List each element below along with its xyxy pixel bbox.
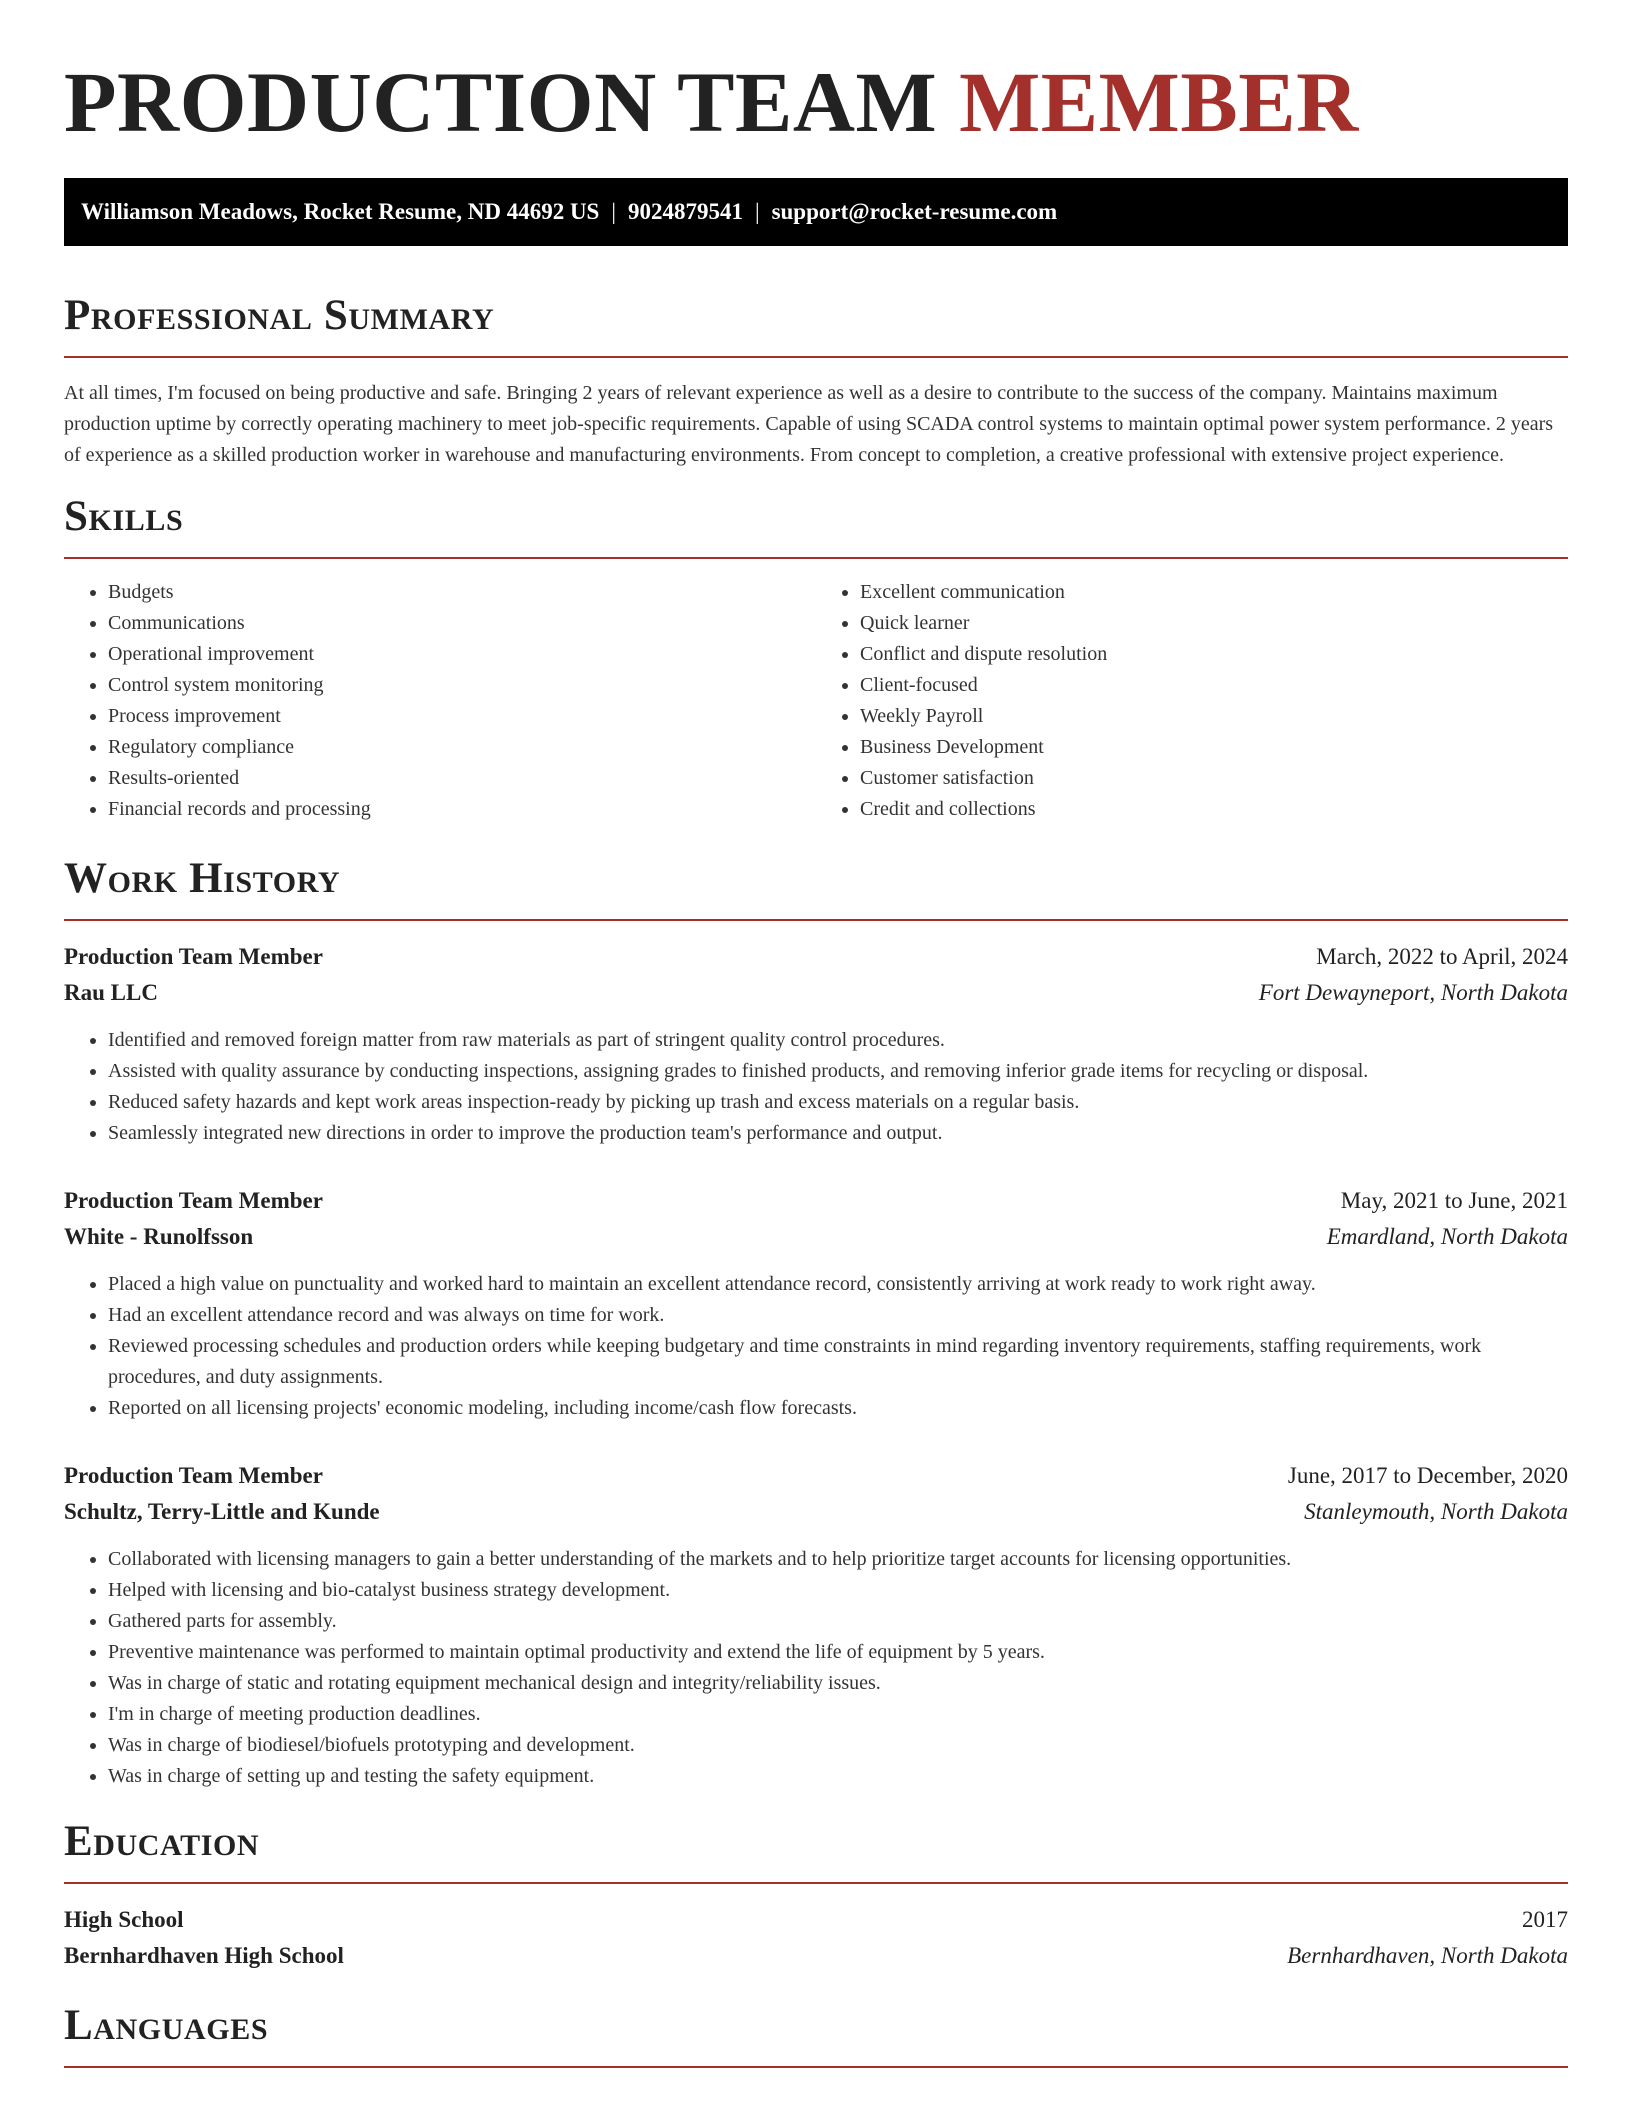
skill-item: • Budgets [108, 577, 816, 608]
job-bullets [64, 1269, 1568, 1424]
contact-separator: | [611, 199, 616, 224]
skills-column-left [64, 577, 816, 825]
job-bullet: • Collaborated with licensing managers to gain a better understanding of the markets and to help prioritize target accounts for licensing opportunities. [108, 1544, 1568, 1575]
job-title: Production Team Member [64, 1188, 323, 1213]
skill-item: • Regulatory compliance [108, 732, 816, 763]
job-bullets [64, 1544, 1568, 1792]
title-main: PRODUCTION TEAM [64, 54, 938, 150]
job-subheader [64, 1494, 1568, 1530]
education-year: 2017 [1522, 1907, 1568, 1932]
skills-column-right [816, 577, 1568, 825]
skill-item: • Conflict and dispute resolution [860, 639, 1568, 670]
job-dates: June, 2017 to December, 2020 [1287, 1463, 1568, 1488]
job-dates: May, 2021 to June, 2021 [1340, 1188, 1568, 1213]
skill-item: • Customer satisfaction [860, 763, 1568, 794]
job-company: Rau LLC [64, 980, 158, 1005]
skill-item: • Excellent communication [860, 577, 1568, 608]
section-heading-languages: Languages [64, 2000, 1568, 2068]
job-bullet: • Reviewed processing schedules and production orders while keeping budgetary and time constraints in mind regarding inventory requirements, staffing requirements, work procedures, and duty assignments. [108, 1331, 1568, 1393]
resume-title [64, 0, 1568, 150]
job-location: Fort Dewayneport, North Dakota [1258, 980, 1568, 1005]
job-subheader [64, 1219, 1568, 1255]
education-degree: High School [64, 1907, 184, 1932]
section-heading-skills: Skills [64, 491, 1568, 559]
job-bullet: • Was in charge of setting up and testing the safety equipment. [108, 1761, 1568, 1792]
skill-item: • Business Development [860, 732, 1568, 763]
section-heading-work-history: Work History [64, 853, 1568, 921]
job-bullet: • I'm in charge of meeting production deadlines. [108, 1699, 1568, 1730]
job-bullet: • Reported on all licensing projects' economic modeling, including income/cash flow forecasts. [108, 1393, 1568, 1424]
job-location: Stanleymouth, North Dakota [1304, 1499, 1568, 1524]
title-accent: MEMBER [959, 54, 1359, 150]
job-bullet: • Assisted with quality assurance by conducting inspections, assigning grades to finished products, and removing inferior grade items for recycling or disposal. [108, 1056, 1568, 1087]
skill-item: • Operational improvement [108, 639, 816, 670]
contact-separator: | [754, 199, 760, 224]
skill-item: • Financial records and processing [108, 794, 816, 825]
skill-item: • Control system monitoring [108, 670, 816, 701]
skill-item: • Weekly Payroll [860, 701, 1568, 732]
contact-phone[interactable]: 9024879541 [627, 199, 743, 224]
job-company: White - Runolfsson [64, 1224, 254, 1249]
contact-address: Williamson Meadows, Rocket Resume, ND 44692 US [81, 199, 600, 224]
job-header [64, 939, 1568, 975]
job-bullet: • Identified and removed foreign matter from raw materials as part of stringent quality control procedures. [108, 1025, 1568, 1056]
job-bullet: • Gathered parts for assembly. [108, 1606, 1568, 1637]
education-school: Bernhardhaven High School [64, 1943, 344, 1968]
section-heading-education: Education [64, 1816, 1568, 1884]
job-bullet: • Seamlessly integrated new directions in order to improve the production team's performance and output. [108, 1118, 1568, 1149]
skills-list [64, 577, 1568, 825]
education-header [64, 1902, 1568, 1938]
job-entry [64, 939, 1568, 1149]
job-bullet: • Had an excellent attendance record and was always on time for work. [108, 1300, 1568, 1331]
job-header [64, 1183, 1568, 1219]
job-bullets [64, 1025, 1568, 1149]
skill-item: • Credit and collections [860, 794, 1568, 825]
job-header [64, 1458, 1568, 1494]
skill-item: • Communications [108, 608, 816, 639]
job-bullet: • Placed a high value on punctuality and worked hard to maintain an excellent attendance record, consistently arriving at work ready to work right away. [108, 1269, 1568, 1300]
job-bullet: • Was in charge of static and rotating equipment mechanical design and integrity/reliability issues. [108, 1668, 1568, 1699]
contact-email[interactable]: support@rocket-resume.com [771, 199, 1058, 224]
job-entry [64, 1458, 1568, 1792]
job-location: Emardland, North Dakota [1326, 1224, 1568, 1249]
skill-item: • Client-focused [860, 670, 1568, 701]
education-entry [64, 1902, 1568, 1974]
job-dates: March, 2022 to April, 2024 [1316, 944, 1568, 969]
skill-item: • Process improvement [108, 701, 816, 732]
job-company: Schultz, Terry-Little and Kunde [64, 1499, 380, 1524]
section-heading-summary: Professional Summary [64, 290, 1568, 358]
skill-item: • Quick learner [860, 608, 1568, 639]
job-bullet: • Helped with licensing and bio-catalyst business strategy development. [108, 1575, 1568, 1606]
job-bullet: • Preventive maintenance was performed to maintain optimal productivity and extend the life of equipment by 5 years. [108, 1637, 1568, 1668]
summary-text: At all times, I'm focused on being productive and safe. Bringing 2 years of relevant experience as well as a desire to contribute to the success of the company. Maintains maximum production uptime by correctly operating machinery to meet job-specific requirements. Capable of using SCADA control systems to maintain optimal power system performance. 2 years of experience as a skilled production worker in warehouse and manufacturing environments. From concept to completion, a creative professional with extensive project experience. [64, 382, 1554, 466]
job-title: Production Team Member [64, 1463, 323, 1488]
skill-item: • Results-oriented [108, 763, 816, 794]
education-location: Bernhardhaven, North Dakota [1287, 1943, 1568, 1968]
job-bullet: • Was in charge of biodiesel/biofuels prototyping and development. [108, 1730, 1568, 1761]
contact-bar [64, 178, 1568, 246]
job-bullet: • Reduced safety hazards and kept work areas inspection-ready by picking up trash and excess materials on a regular basis. [108, 1087, 1568, 1118]
education-subheader [64, 1938, 1568, 1974]
job-subheader [64, 975, 1568, 1011]
job-entry [64, 1183, 1568, 1424]
job-title: Production Team Member [64, 944, 323, 969]
